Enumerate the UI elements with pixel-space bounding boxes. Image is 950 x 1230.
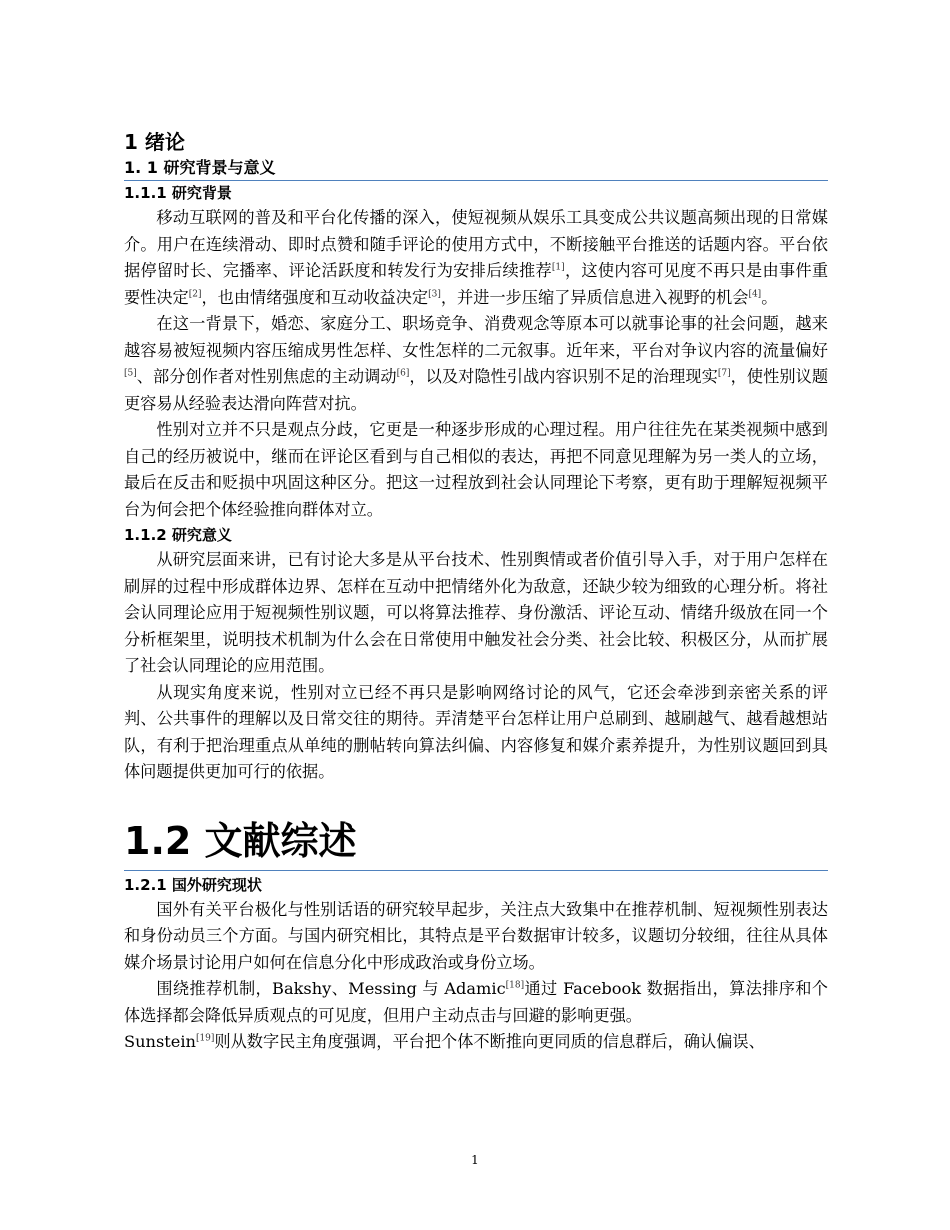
paragraph-background-3: 性别对立并不只是观点分歧，它更是一种逐步形成的心理过程。用户往往先在某类视频中感到自己的经历被说中，继而在评论区看到与自己相似的表达，再把不同意见理解为另一类人的立场，最后在反击和贬损中巩固这种区分。把这一过程放到社会认同理论下考察，更有助于理解短视频平台为何会把个体经验推向群体对立。 — [124, 420, 828, 519]
paragraph-foreign-2 — [124, 976, 828, 1029]
text-run: 则从数字民主角度强调，平台把个体不断推向更同质的信息群后，确认偏误、 — [214, 1032, 765, 1051]
paragraph-background-2 — [124, 311, 828, 417]
text-run: ，也由情绪强度和互动收益决定 — [201, 287, 429, 307]
subsection-heading-1-2-1: 1.2.1 国外研究现状 — [124, 875, 262, 894]
subsection-heading-1-1-1: 1.1.1 研究背景 — [124, 184, 232, 202]
citation-ref[interactable]: [4] — [748, 289, 762, 300]
text-run: 、部分创作者对性别焦虑的主动调动 — [136, 367, 397, 386]
text-run: ，以及对隐性引战内容识别不足的治理现实 — [409, 367, 718, 386]
text-run: 在这一背景下，婚恋、家庭分工、职场竞争、消费观念等原本可以就事论事的社会问题，越来越容易被短视频内容压缩成男性怎样、女性怎样的二元叙事。近年来，平台对争议内容的流量偏好 — [124, 314, 828, 360]
paragraph-foreign-1: 国外有关平台极化与性别话语的研究较早起步，关注点大致集中在推荐机制、短视频性别表达和身份动员三个方面。与国内研究相比，其特点是平台数据审计较多，议题切分较细，往往从具体媒介场景讨论用户如何在信息分化中形成政治或身份立场。 — [124, 899, 828, 972]
text-run: 。 — [761, 287, 778, 307]
paragraph-foreign-3 — [124, 1029, 828, 1056]
text-run: Sunstein — [124, 1032, 196, 1051]
text-run: ，这使内容可见度不再只是由事件重要性决定 — [124, 261, 829, 307]
citation-ref[interactable]: [19] — [195, 1033, 215, 1044]
citation-ref[interactable]: [1] — [551, 262, 565, 273]
section-heading-1-1: 1. 1 研究背景与意义 — [124, 156, 828, 181]
page-number: 1 — [471, 1153, 479, 1167]
text-run: ，使性别议题更容易从经验表达滑向阵营对抗。 — [124, 367, 829, 413]
citation-ref[interactable]: [5] — [124, 368, 137, 379]
section-heading-1-2: 1.2 文献综述 — [124, 812, 828, 871]
page-content — [124, 128, 828, 1056]
text-run: ，并进一步压缩了异质信息进入视野的机会 — [440, 287, 749, 307]
text-run: 移动互联网的普及和平台化传播的深入，使短视频从娱乐工具变成公共议题高频出现的日常媒介。用户在连续滑动、即时点赞和随手评论的使用方式中，不断接触平台推送的话题内容。平台依据停留时长、完播率、评论活跃度和转发行为安排后续推荐 — [124, 208, 828, 280]
citation-ref[interactable]: [7] — [717, 368, 731, 379]
citation-ref[interactable]: [2] — [188, 289, 202, 300]
paragraph-background-1 — [124, 205, 828, 311]
citation-ref[interactable]: [3] — [428, 289, 441, 300]
subsection-heading-1-1-2: 1.1.2 研究意义 — [124, 526, 232, 544]
text-run: 通过 Facebook 数据指出，算法排序和个体选择都会降低异质观点的可见度，但用户主动点击与回避的影响更强。 — [124, 979, 828, 1025]
chapter-heading: 1 绪论 — [124, 130, 185, 154]
paragraph-significance-1: 从研究层面来讲，已有讨论大多是从平台技术、性别舆情或者价值引导入手，对于用户怎样在刷屏的过程中形成群体边界、怎样在互动中把情绪外化为敌意，还缺少较为细致的心理分析。将社会认同理论应用于短视频性别议题，可以将算法推荐、身份激活、评论互动、情绪升级放在同一个分析框架里，说明技术机制为什么会在日常使用中触发社会分类、社会比较、积极区分，从而扩展了社会认同理论的应用范围。 — [124, 550, 828, 675]
text-run: 围绕推荐机制，Bakshy、Messing 与 Adamic — [156, 979, 506, 998]
paragraph-significance-2: 从现实角度来说，性别对立已经不再只是影响网络讨论的风气，它还会牵涉到亲密关系的评判、公共事件的理解以及日常交往的期待。弄清楚平台怎样让用户总刷到、越刷越气、越看越想站队，有利于把治理重点从单纯的删帖转向算法纠偏、内容修复和媒介素养提升，为性别议题回到具体问题提供更加可行的依据。 — [124, 682, 828, 781]
citation-ref[interactable]: [6] — [396, 368, 410, 379]
citation-ref[interactable]: [18] — [505, 980, 525, 991]
